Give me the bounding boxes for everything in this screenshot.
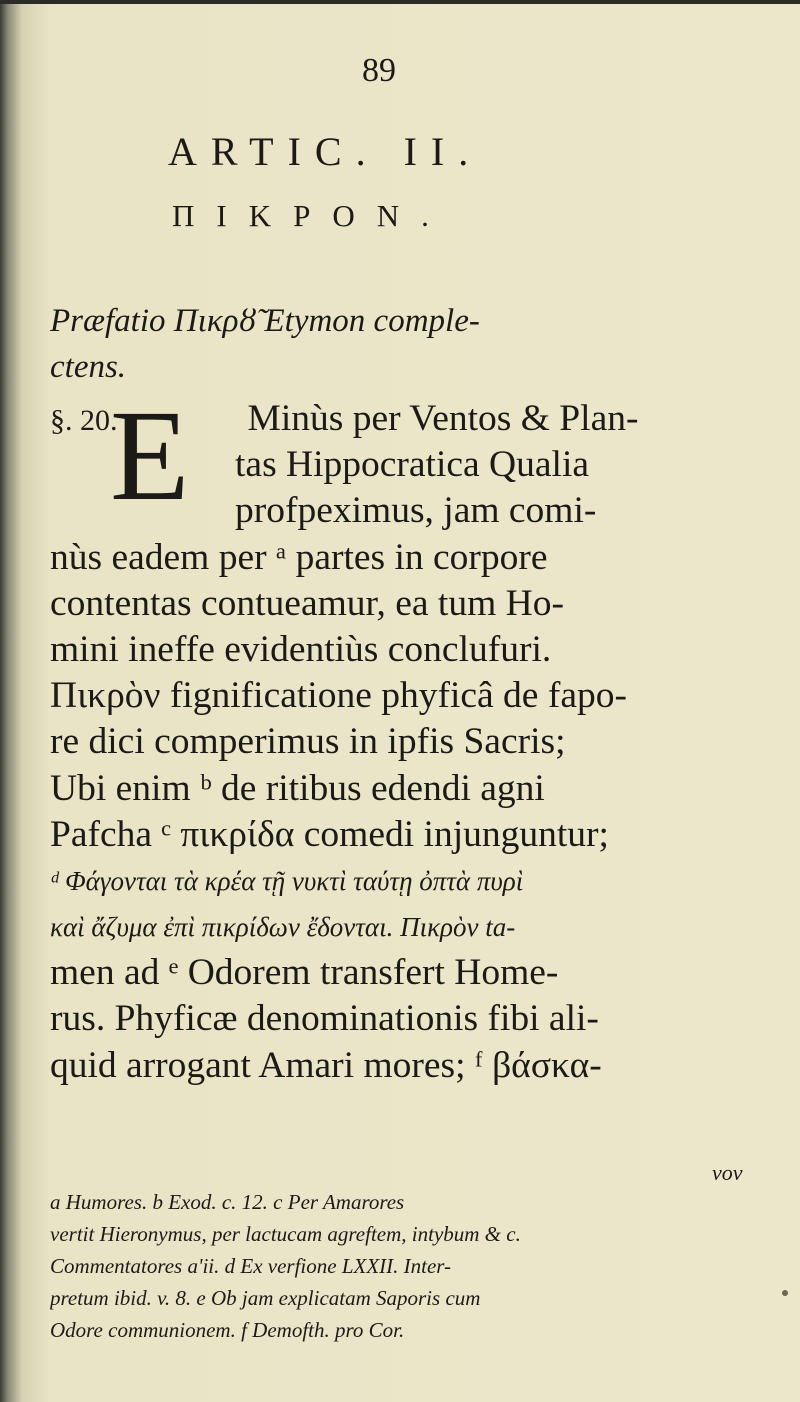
body-line-3: profpeximus, jam comi-	[235, 490, 597, 532]
body-line-13: men ad ᵉ Odorem transfert Home-	[50, 952, 559, 994]
subtitle	[50, 298, 730, 390]
body-line-1: §. 20. Minùs per Ventos & Plan-	[50, 398, 639, 439]
body-line-4: nùs eadem per ᵃ partes in corpore	[50, 536, 548, 578]
page-edge	[0, 0, 800, 4]
footnote-line-4: pretum ibid. v. 8. e Ob jam explicatam Saporis cum	[50, 1286, 481, 1310]
section-mark: §. 20.	[50, 404, 118, 437]
footnote-line-5: Odore communionem. f Demofth. pro Cor.	[50, 1318, 405, 1342]
footnote-line-2: vertit Hieronymus, per lactucam agreftem, intybum & c.	[50, 1222, 521, 1246]
body-line-8: re dici comperimus in ipfis Sacris;	[50, 721, 566, 763]
drop-cap: E	[110, 384, 190, 528]
page-number: 89	[362, 52, 396, 89]
subtitle-line-1: Præfatio Πικρȣ̃ Etymon comple-	[50, 303, 480, 339]
body-line-11: ᵈ Φάγονται τὰ κρέα τῇ νυκτὶ ταύτῃ ὀπτὰ πυρὶ	[50, 865, 524, 896]
footnotes	[50, 1186, 760, 1346]
body-line-6: mini ineffe evidentiùs conclufuri.	[50, 628, 552, 670]
paper-spot	[782, 1290, 788, 1296]
body-line-5: contentas contueamur, ea tum Ho-	[50, 582, 564, 624]
article-heading: ARTIC. II.	[168, 129, 483, 174]
body-line-7: Πικρὸν fignificatione phyficâ de fapo-	[50, 675, 627, 717]
greek-heading: ΠΙΚΡΟΝ.	[172, 198, 451, 233]
body-text	[50, 384, 740, 1089]
body-line-9: Ubi enim ᵇ de ritibus edendi agni	[50, 767, 545, 809]
subtitle-line-2: ctens.	[50, 349, 127, 385]
footnote-line-1: a Humores. b Exod. c. 12. c Per Amarores	[50, 1190, 405, 1214]
body-line-12: καὶ ἄζυμα ἐπὶ πικρίδων ἔδονται. Πικρὸν ta-	[50, 912, 516, 943]
body-line-15: quid arrogant Amari mores; ᶠ βάσκα-	[50, 1044, 602, 1086]
body-line-10: Pafcha ᶜ πικρίδα comedi injunguntur;	[50, 813, 609, 855]
catchword: νον	[712, 1160, 743, 1185]
body-line-2: tas Hippocratica Qualia	[235, 444, 590, 486]
body-line-14: rus. Phyficæ denominationis fibi ali-	[50, 998, 599, 1040]
footnote-line-3: Commentatores a'ii. d Ex verfione LXXII. Inter-	[50, 1254, 452, 1278]
